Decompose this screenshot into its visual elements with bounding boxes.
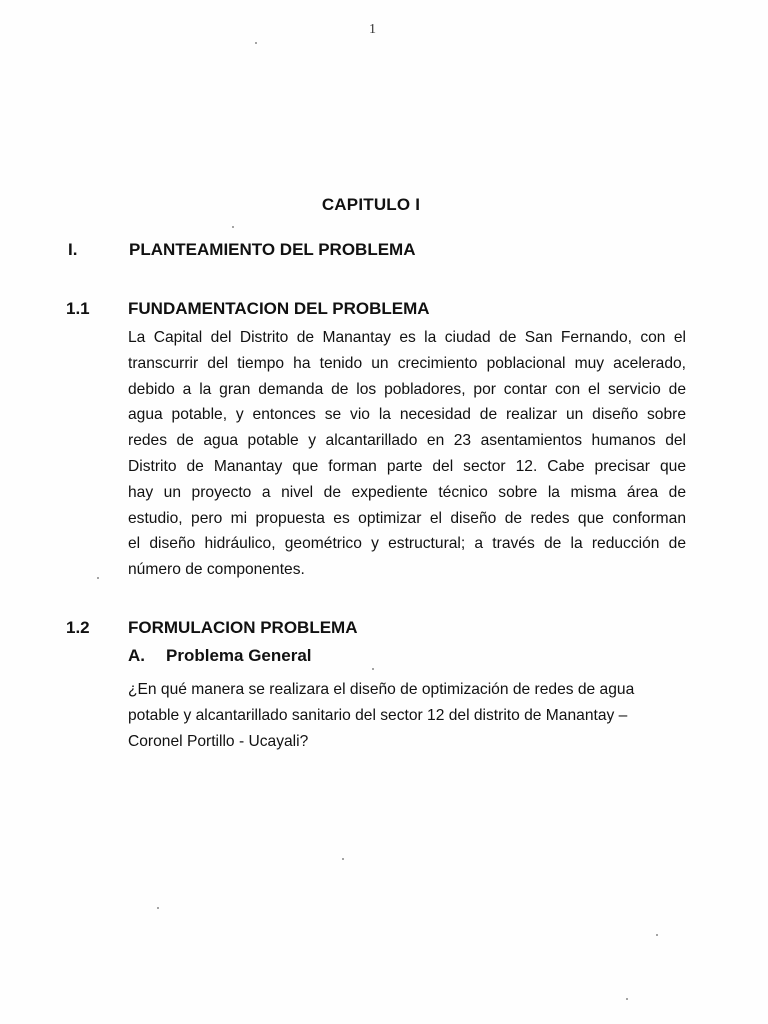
scan-speck xyxy=(255,42,257,44)
page-number: 1 xyxy=(369,22,376,37)
question-line: potable y alcantarillado sanitario del sector 12 del distrito de Manantay – xyxy=(128,706,628,724)
paragraph-line: redes de agua potable y alcantarillado en 23 asentamientos humanos del xyxy=(128,432,686,450)
scan-speck xyxy=(626,998,628,1000)
paragraph-line: número de componentes. xyxy=(128,561,305,579)
paragraph-line: debido a la gran demanda de los pobladores, por contar con el servicio de xyxy=(128,380,686,398)
paragraph-line: transcurrir del tiempo ha tenido un crecimiento poblacional muy acelerado, xyxy=(128,354,686,372)
paragraph-line: el diseño hidráulico, geométrico y estructural; a través de la reducción de xyxy=(128,535,686,553)
section-title: PLANTEAMIENTO DEL PROBLEMA xyxy=(129,240,416,259)
subsection-letter: A. xyxy=(128,646,145,665)
scan-speck xyxy=(232,226,234,228)
scan-speck xyxy=(656,934,658,936)
section-title: FORMULACION PROBLEMA xyxy=(128,618,358,637)
subsection-heading xyxy=(128,646,312,666)
scan-speck xyxy=(372,668,374,670)
subsection-title: Problema General xyxy=(166,646,312,665)
section-title: FUNDAMENTACION DEL PROBLEMA xyxy=(128,299,430,318)
paragraph-line: La Capital del Distrito de Manantay es la ciudad de San Fernando, con el xyxy=(128,329,686,346)
chapter-title: CAPITULO I xyxy=(321,195,421,214)
paragraph-line: Distrito de Manantay que forman parte del sector 12. Cabe precisar que xyxy=(128,457,686,475)
scan-speck xyxy=(157,907,159,909)
paragraph-line: agua potable, y entonces se vio la necesidad de realizar un diseño sobre xyxy=(128,406,686,424)
section-number: 1.1 xyxy=(66,299,90,318)
question-line: ¿En qué manera se realizara el diseño de optimización de redes de agua xyxy=(128,681,635,698)
paragraph-line: estudio, pero mi propuesta es optimizar el diseño de redes que conforman xyxy=(128,509,686,527)
question-line: Coronel Portillo - Ucayali? xyxy=(128,732,309,750)
section-number: 1.2 xyxy=(66,618,90,637)
paragraph-line: hay un proyecto a nivel de expediente técnico sobre la misma área de xyxy=(128,483,686,501)
section-paragraph xyxy=(128,325,686,583)
section-number: I. xyxy=(68,240,78,259)
research-question xyxy=(128,677,690,754)
scan-speck xyxy=(97,577,99,579)
scan-speck xyxy=(342,858,344,860)
